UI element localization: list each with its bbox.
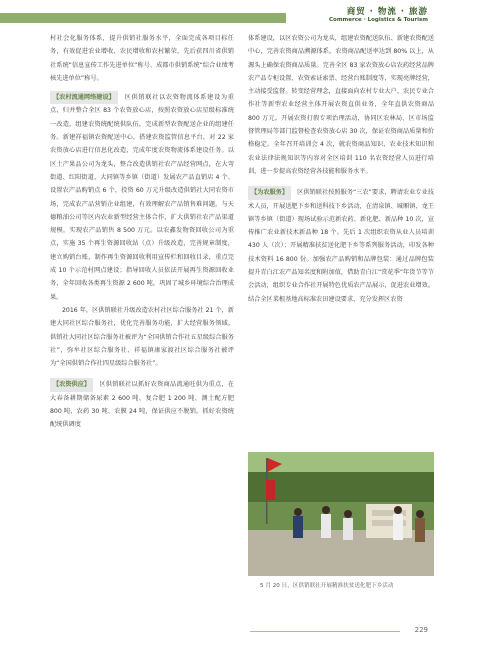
page-header [0,0,480,30]
left-paragraph-3: 2016 年，区供销联社升级改造农村社区综合服务社 21 个，新建大同社区综合服务社，优化完善服务功能，扩大经营服务领域。供销社大同社区综合服务社被评为“全国供销合作社五星级综合服务社”，弥牟社区综合服务社、祥福镇康家渡社区综合服务社被评为“全国供销合作社四星级综合服务社”。 [50,306,234,368]
left-column [50,32,234,432]
section-service [248,186,434,306]
section-body: 区供销联社以农资物流体系建设为重点，归并整合全区 83 个农资放心店，按照农资放心店星级标准统一改造，组建农资统配统供队伍，完成新型农资配送企业的组建任务。新建祥福镇农资配送中心，搭建农资监管信息平台，对 22 家农资放心店进行信息化改造，完成年度农资物流体系建设任务。以区土产果品公司为龙头，整合改造供销社农产品经营网点，在大弯街道、红阳街道、大同镇等乡镇（街道）发展农产品直销店 4 个、设置农产品购销点 6 个，投资 60 万元升级改造供销社大同农资市场，完成农产品营销企业组建，有效理解农产品销售难问题。与天德粮油公司等区内农业新型经营主体合作，扩大供销社农产品渠道规模，实现农产品销售 8 500 万元。以农鑫发物资回收公司为重点，实施 35 个再生资源回收站（点）升级改造，完善规章制度，建立购销台账，制作再生资源回收利用宣传栏和回收目录，重点完成 10 个示范村网点建设；指导回收人员依法开展再生资源回收业务，全年回收各类再生资源 2 600 吨，巩固了城乡环境综合治理成果。 [50,94,234,301]
page-number: 229 [414,626,428,634]
header-title: 商贸 · 物流 · 旅游 [346,7,428,17]
header-green-bar [0,13,286,23]
section-body: 区供销联社按照服务“三农”要求，聘请农业专业技术人员，开展送肥下乡和送科技下乡活动，在清泉镇、城厢镇、龙王镇等乡镇（街道）现场试验示范新农药、新化肥、新品种 10 次，宣传推广农业新技术新品种 18 个。先后 1 次组织农资从业人员培训 430 人（次）；开展精准扶贫送化肥下乡等系列服务活动，印发各种技术资料 16 800 份。加强农产品购销和品牌包装：通过品牌包装提升青白江农产品知名度和附加值，借助青白江“赏花季”年货节等节会活动，组织专业合作社开展特色优质农产品展示，促进农业增效。结合全区菜根基地高标准农田建设要求，充分发挥区农资 [248,189,434,303]
section-heading: 【为农服务】 [248,186,291,199]
left-paragraph-1: 村社会化服务体系，提升供销社服务水平，全面完成各项目标任务，有效促进农业增收、农民增收和农村繁荣，先后获四川省供销社系统“信息宣传工作先进单位”称号、成都市供销系统“综合业绩考核先进单位”称号。 [50,35,234,82]
section-supply [50,378,234,431]
section-network [50,91,234,304]
event-photo [248,452,434,576]
footer-line [250,631,400,632]
photo-caption: 5 月 20 日，区供销联社开展精准扶贫送化肥下乡活动 [260,583,394,589]
right-paragraph-1: 体系建设，以区农资公司为龙头，组建农资配送队伍、新建农资配送中心，完善农资商品溯源体系，农资商品配送率达到 80% 以上，从源头上确保农资商品质量。完善全区 83 家农资放心店农药经营品牌农产品专柜设置、农资索证索票、经营台账制度等，实现亮牌经营，主动接受监督。转变经营理念，直接面向农村专业大户、农民专业合作社等新型农业经营主体开展农资直供业务，全年直供农资商品 800 万元。开展农资打假专项治理活动，协同区农林局、区市场监督管理局等部门监督检查农资放心店 30 次，保证农资商品质量和价格稳定。全年召开培训会 4 次，就农资商品知识、农业技术知识和农业法律法规知识等内容对全区培训 110 名农资经营人员进行培训，进一步提高农资经营各技能和服务水平。 [248,35,434,175]
header-subtitle: Commerce · Logistics & Tourism [329,17,428,23]
photo-illustration [248,452,434,576]
right-column [248,32,434,306]
section-heading: 【农村流通网络建设】 [50,91,118,104]
section-heading: 【农资供应】 [50,378,93,391]
section-body: 区供销联社以抓好农资商品流通旺供为重点，在大春备耕期储备尿素 2 600 吨、复合肥 1 200 吨、测土配方肥 800 吨、农药 30 吨、农膜 24 吨，保证供应不脱销。抓好农资统配统供调度 [50,381,234,429]
